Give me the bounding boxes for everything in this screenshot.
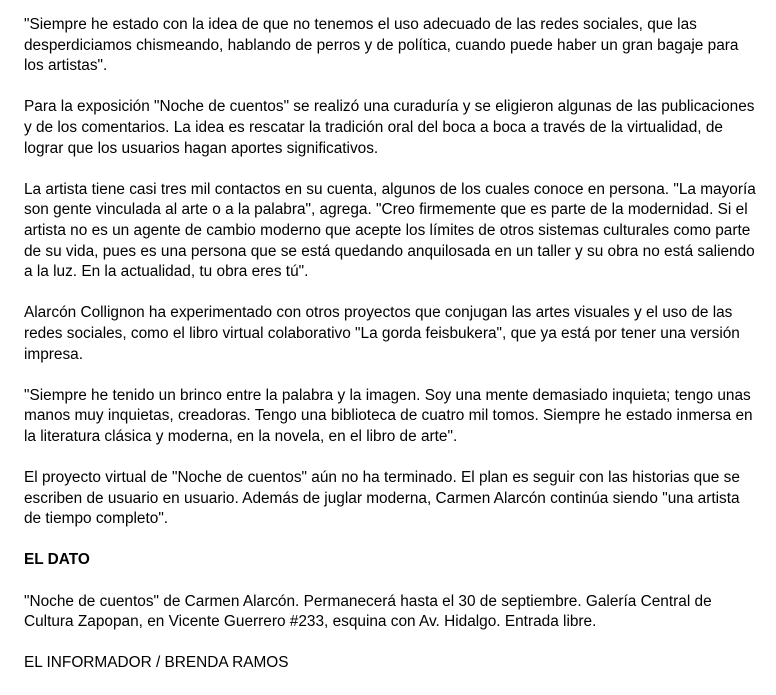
article-paragraph-proyectos: Alarcón Collignon ha experimentado con otros proyectos que conjugan las artes visuales y el uso de las redes sociales, como el libro virtual colaborativo "La gorda feisbukera", que ya está por tener una versión impresa.: [24, 304, 740, 363]
section-heading-el-dato: EL DATO: [24, 551, 90, 569]
byline: EL INFORMADOR / BRENDA RAMOS: [24, 654, 289, 672]
article-body: [24, 15, 760, 695]
article-paragraph-proyecto-virtual: El proyecto virtual de "Noche de cuentos" aún no ha terminado. El plan es seguir con las historias que se escriben de usuario en usuario. Además de juglar moderna, Carmen Alarcón continúa siendo "una artista de tiempo completo".: [24, 469, 740, 528]
article-paragraph-contactos: La artista tiene casi tres mil contactos en su cuenta, algunos de los cuales conoce en persona. "La mayoría son gente vinculada al arte o a la palabra", agrega. "Creo firmemente que es parte de la modernidad. Si el artista no es un agente de cambio moderno que acepte los límites de otros sistemas culturales como parte de su vida, pues es una persona que se está quedando anquilosada en un taller y su obra no está saliendo a la luz. En la actualidad, tu obra eres tú".: [24, 180, 756, 281]
dato-paragraph: "Noche de cuentos" de Carmen Alarcón. Permanecerá hasta el 30 de septiembre. Galería Central de Cultura Zapopan, en Vicente Guerrero #233, esquina con Av. Hidalgo. Entrada libre.: [24, 592, 712, 631]
article-paragraph-quote-imagen: "Siempre he tenido un brinco entre la palabra y la imagen. Soy una mente demasiado inquieta; tengo unas manos muy inquietas, creadoras. Tengo una biblioteca de cuatro mil tomos. Siempre he estado inmersa en la literatura clásica y moderna, en la novela, en el libro de arte".: [24, 386, 753, 445]
article-paragraph-exposicion: Para la exposición "Noche de cuentos" se realizó una curaduría y se eligieron algunas de las publicaciones y de los comentarios. La idea es rescatar la tradición oral del boca a boca a través de la virtualidad, de lograr que los usuarios hagan aportes significativos.: [24, 98, 755, 157]
article-paragraph-quote-redes: "Siempre he estado con la idea de que no tenemos el uso adecuado de las redes sociales, que las desperdiciamos chismeando, hablando de perros y de política, cuando puede haber un gran bagaje para los artistas".: [24, 16, 739, 75]
